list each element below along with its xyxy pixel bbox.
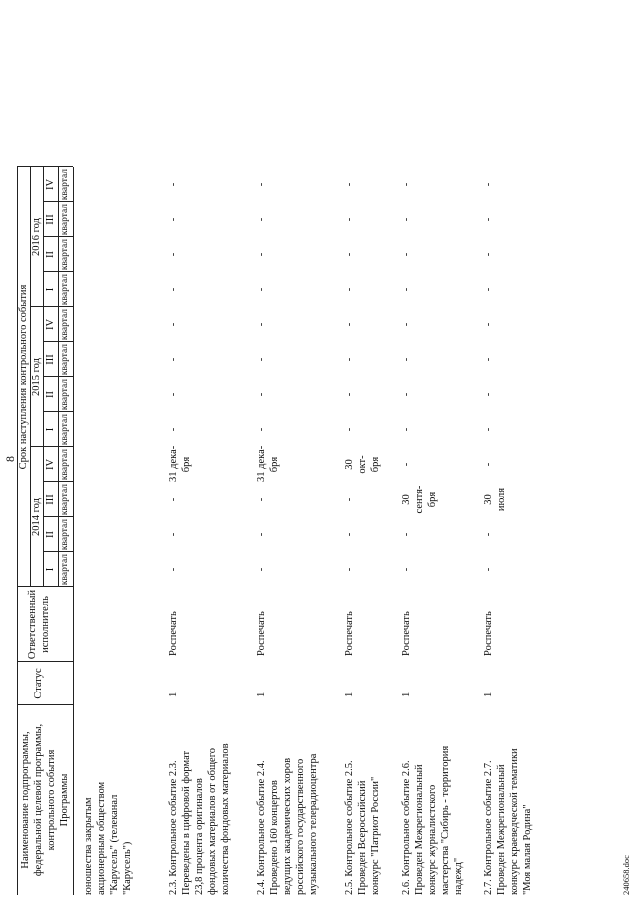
control-event-name: фондовых материалов от общего [207,747,218,895]
deadline-cell: - [344,357,355,362]
deadline-cell: июля [496,487,507,512]
control-event-name: российского государственного [295,758,306,895]
control-event-name: Проведен Межрегиональный [414,764,425,895]
deadline-cell: - [168,497,179,502]
deadline-cell: - [483,357,494,362]
quarter-numeral: I [45,287,56,292]
deadline-cell: - [344,182,355,187]
status-value: 1 [256,691,267,697]
deadline-cell: - [256,497,267,502]
deadline-cell: 30 [401,494,412,505]
deadline-cell: - [401,182,412,187]
control-event-name: Переведены в цифровой формат [181,750,192,895]
responsible-value: Роспечать [483,611,494,656]
responsible-value: Роспечать [401,611,412,656]
control-event-name: 2.5. Контрольное событие 2.5. [344,760,355,895]
quarter-numeral: IV [45,318,56,331]
quarter-numeral: I [45,567,56,572]
continuation-line: юношества закрытым [83,797,94,895]
deadline-cell: - [401,532,412,537]
quarter-numeral: III [45,214,56,225]
deadline-cell: - [401,217,412,222]
control-event-name: 2.4. Контрольное событие 2.4. [256,760,267,895]
deadline-cell: - [256,427,267,432]
deadline-cell: - [483,252,494,257]
deadline-cell: - [344,392,355,397]
deadline-cell: бря [269,456,280,473]
deadline-cell: - [401,427,412,432]
control-event-name: Проведено 160 концертов [269,780,280,895]
deadline-group-header: Срок наступления контрольного события [18,284,29,470]
deadline-cell: - [401,287,412,292]
deadline-cell: 30 [483,494,494,505]
name-column-header: контрольного события [46,749,57,851]
continuation-line: акционерным обществом [96,781,107,895]
status-value: 1 [168,691,179,697]
deadline-cell: - [401,252,412,257]
deadline-cell: - [483,182,494,187]
year-header: 2015 год [31,358,42,396]
deadline-cell: - [168,322,179,327]
deadline-cell: - [168,252,179,257]
header-bottom-border [73,167,74,895]
deadline-cell: - [256,357,267,362]
deadline-cell: - [401,322,412,327]
control-event-name: конкурс журналистского [427,784,438,895]
control-event-name: ведущих академических хоров [282,757,293,895]
control-event-name: "Моя малая Родина" [522,804,533,895]
quarter-label: квартал [60,378,70,411]
deadline-cell: - [256,182,267,187]
responsible-column-header: исполнитель [40,596,51,653]
control-event-name: 2.6. Контрольное событие 2.6. [401,760,412,895]
control-event-name: мастерства "Сибирь - территория [440,745,451,895]
deadline-cell: - [168,427,179,432]
status-value: 1 [344,691,355,697]
quarter-numeral: III [45,354,56,365]
deadline-cell: - [344,532,355,537]
quarter-numeral: II [45,251,56,258]
quarter-label: квартал [60,168,70,201]
year-header: 2014 год [31,498,42,536]
deadline-cell: - [344,217,355,222]
quarter-numeral: I [45,427,56,432]
deadline-cell: - [256,287,267,292]
control-event-name: Проведен Всероссийский [357,780,368,895]
status-value: 1 [401,691,412,697]
quarter-numeral: IV [45,178,56,191]
deadline-cell: 30 [344,459,355,470]
deadline-cell: - [401,567,412,572]
deadline-cell: - [401,462,412,467]
status-value: 1 [483,691,494,697]
control-event-name: музыкального телерадиоцентра [308,753,319,895]
deadline-cell: - [256,532,267,537]
deadline-cell: 31 дека- [256,445,267,482]
deadline-cell: - [344,427,355,432]
deadline-cell: - [168,567,179,572]
year-header: 2016 год [31,218,42,256]
control-event-name: Проведен Межрегиональный [496,764,507,895]
deadline-cell: - [168,392,179,397]
control-event-name: конкурс краеведческой тематики [509,748,520,895]
deadline-cell: - [256,567,267,572]
deadline-cell: - [483,217,494,222]
quarter-label: квартал [60,553,70,586]
control-event-name: количества фондовых материалов [220,743,231,895]
deadline-cell: - [483,322,494,327]
deadline-cell: - [168,532,179,537]
deadline-cell: - [483,392,494,397]
deadline-cell: окт- [357,455,368,474]
control-event-name: 2.7. Контрольное событие 2.7. [483,760,494,895]
quarter-label: квартал [60,448,70,481]
quarter-numeral: II [45,531,56,538]
deadline-cell: - [483,462,494,467]
name-column-header: Наименование подпрограммы, [20,731,31,869]
deadline-cell: - [256,217,267,222]
quarter-label: квартал [60,518,70,551]
status-column-header: Статус [33,668,44,699]
deadline-cell: - [256,252,267,257]
continuation-line: "Карусель") [122,841,133,895]
control-event-name: 2.3. Контрольное событие 2.3. [168,760,179,895]
deadline-cell: - [344,252,355,257]
deadline-cell: - [344,497,355,502]
quarter-label: квартал [60,483,70,516]
deadline-cell: - [401,392,412,397]
responsible-value: Роспечать [168,611,179,656]
deadline-cell: - [483,567,494,572]
deadline-cell: - [483,287,494,292]
deadline-cell: бря [181,456,192,473]
control-event-name: конкурс "Патриот России" [370,776,381,895]
control-event-name: 23,8 процента оригиналов [194,778,205,895]
deadline-cell: - [256,392,267,397]
quarter-label: квартал [60,203,70,236]
responsible-value: Роспечать [344,611,355,656]
responsible-column-header: Ответственный [27,589,38,660]
quarter-numeral: II [45,391,56,398]
quarter-label: квартал [60,238,70,271]
responsible-value: Роспечать [256,611,267,656]
deadline-cell: - [168,217,179,222]
name-column-header: Программы [59,773,70,827]
footer-document-code: 240658.doc [621,855,631,895]
deadline-cell: - [344,322,355,327]
continuation-line: "Карусель" (телеканал [109,794,120,895]
quarter-label: квартал [60,343,70,376]
deadline-cell: - [168,287,179,292]
deadline-cell: - [344,567,355,572]
deadline-cell: 31 дека- [168,445,179,482]
deadline-cell: - [344,287,355,292]
deadline-cell: - [401,357,412,362]
name-column-header: федеральной целевой программы, [33,723,44,877]
deadline-cell: - [168,357,179,362]
page-number: 8 [3,456,17,462]
quarter-label: квартал [60,308,70,341]
deadline-cell: - [483,427,494,432]
deadline-cell: бря [427,491,438,508]
deadline-cell: - [483,532,494,537]
quarter-label: квартал [60,273,70,306]
deadline-cell: - [168,182,179,187]
quarter-numeral: IV [45,458,56,471]
deadline-cell: бря [370,456,381,473]
deadline-cell: сентя- [414,485,425,514]
control-event-name: надежд" [453,857,464,895]
deadline-cell: - [256,322,267,327]
quarter-numeral: III [45,494,56,505]
quarter-label: квартал [60,413,70,446]
